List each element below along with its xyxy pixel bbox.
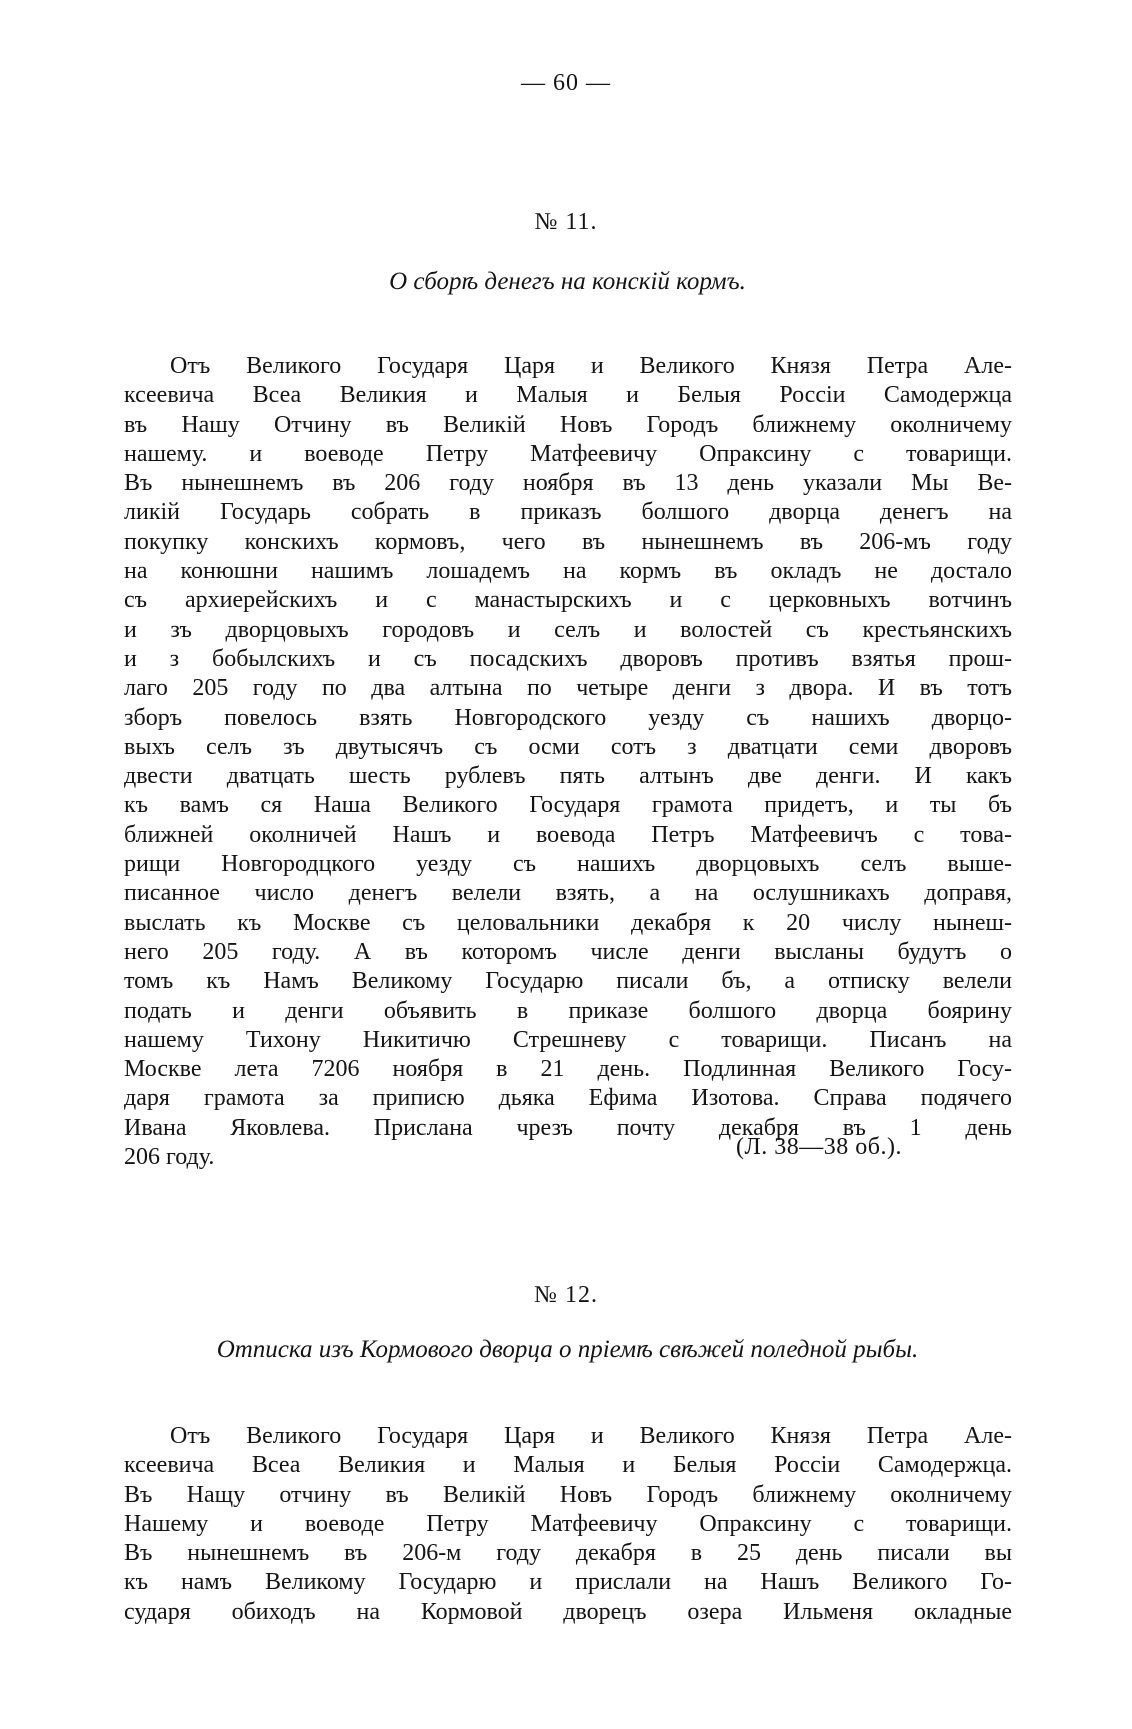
text-line: Нашему и воеводе Петру Матфеевичу Опраксину с товарищи. xyxy=(124,1510,1012,1537)
text-line: подать и денги объявить в приказе болшого дворца боярину xyxy=(124,997,1012,1024)
text-line: Отъ Великого Государя Царя и Великого Князя Петра Але- xyxy=(170,353,1012,379)
text-line: лаго 205 году по два алтына по четыре денги з двора. И въ тотъ xyxy=(124,675,1012,702)
text-line: ликій Государь собрать в приказъ болшого дворца денегъ на xyxy=(124,499,1012,526)
text-line: покупку конскихъ кормовъ, чего въ нынешнемъ въ 206-мъ году xyxy=(124,528,1012,555)
text-line: двести дватцать шесть рублевъ пять алтынъ две денги. И какъ xyxy=(124,763,1012,790)
text-line: сударя обиходъ на Кормовой дворецъ озера Ильменя окладные xyxy=(124,1598,1012,1625)
text-line: него 205 году. А въ которомъ числе денги высланы будутъ о xyxy=(124,938,1012,965)
text-line: писанное число денегъ велели взять, а на ослушникахъ доправя, xyxy=(124,880,1012,907)
text-line: 206 году. xyxy=(124,1144,215,1171)
text-line: въ Нашу Отчину въ Великій Новъ Городъ ближнему околничему xyxy=(124,411,1012,438)
text-line: ксеевича Всеа Великия и Малыя и Белыя Россіи Самодержца xyxy=(124,382,1012,409)
text-line: нашему Тихону Никитичю Стрешневу с товарищи. Писанъ на xyxy=(124,1026,1012,1053)
text-line: съ архиерейскихъ и с манастырскихъ и с церковныхъ вотчинъ xyxy=(124,587,1012,614)
text-line: Отъ Великого Государя Царя и Великого Князя Петра Але- xyxy=(170,1423,1012,1449)
document-body xyxy=(124,1422,1012,1627)
document-title: Отписка изъ Кормового дворца о пріемѣ свѣжей поледной рыбы. xyxy=(216,1336,919,1363)
document-title: О сборѣ денегъ на конскій кормъ. xyxy=(389,268,746,295)
text-line: выслать къ Москве съ целовальники декабря к 20 числу нынеш- xyxy=(124,909,1012,936)
text-line: ближней околничей Нашъ и воевода Петръ Матфеевичъ с това- xyxy=(124,821,1012,848)
text-line: даря грамота за приписю дьяка Ефима Изотова. Справа подячего xyxy=(124,1085,1012,1112)
source-reference: (Л. 38—38 об.). xyxy=(736,1134,902,1160)
document-body xyxy=(124,352,1012,1172)
text-line: выхъ селъ зъ двутысячъ съ осми сотъ з дватцати семи дворовъ xyxy=(124,733,1012,760)
text-line: и зъ дворцовыхъ городовъ и селъ и волостей съ крестьянскихъ xyxy=(124,616,1012,643)
text-line: нашему. и воеводе Петру Матфеевичу Опраксину с товарищи. xyxy=(124,440,1012,467)
text-line: Въ Нащу отчину въ Великій Новъ Городъ ближнему околничему xyxy=(124,1481,1012,1508)
text-line: Въ нынешнемъ въ 206-м году декабря в 25 день писали вы xyxy=(124,1540,1012,1567)
text-line: Москве лета 7206 ноября в 21 день. Подлинная Великого Госу- xyxy=(124,1056,1012,1083)
text-line: къ намъ Великому Государю и прислали на Нашъ Великого Го- xyxy=(124,1569,1012,1596)
text-line: къ вамъ ся Наша Великого Государя грамота придетъ, и ты бъ xyxy=(124,792,1012,819)
page-number: — 60 — xyxy=(521,70,611,96)
text-line: рищи Новгородцкого уезду съ нашихъ дворцовыхъ селъ выше- xyxy=(124,851,1012,878)
document-number: № 11. xyxy=(534,209,598,235)
text-line: и з бобылскихъ и съ посадскихъ дворовъ противъ взятья прош- xyxy=(124,645,1012,672)
text-line: ксеевича Всеа Великия и Малыя и Белыя Россіи Самодержца. xyxy=(124,1452,1012,1479)
document-number: № 12. xyxy=(534,1282,598,1308)
text-line: на конюшни нашимъ лошадемъ на кормъ въ окладъ не достало xyxy=(124,558,1012,585)
text-line: Ивана Яковлева. Прислана чрезъ почту декабря въ 1 день xyxy=(124,1114,1012,1141)
text-line: зборъ повелось взять Новгородского уезду съ нашихъ дворцо- xyxy=(124,704,1012,731)
text-line: Въ нынешнемъ въ 206 году ноября въ 13 день указали Мы Ве- xyxy=(124,470,1012,497)
text-line: томъ къ Намъ Великому Государю писали бъ, а отписку велели xyxy=(124,968,1012,995)
